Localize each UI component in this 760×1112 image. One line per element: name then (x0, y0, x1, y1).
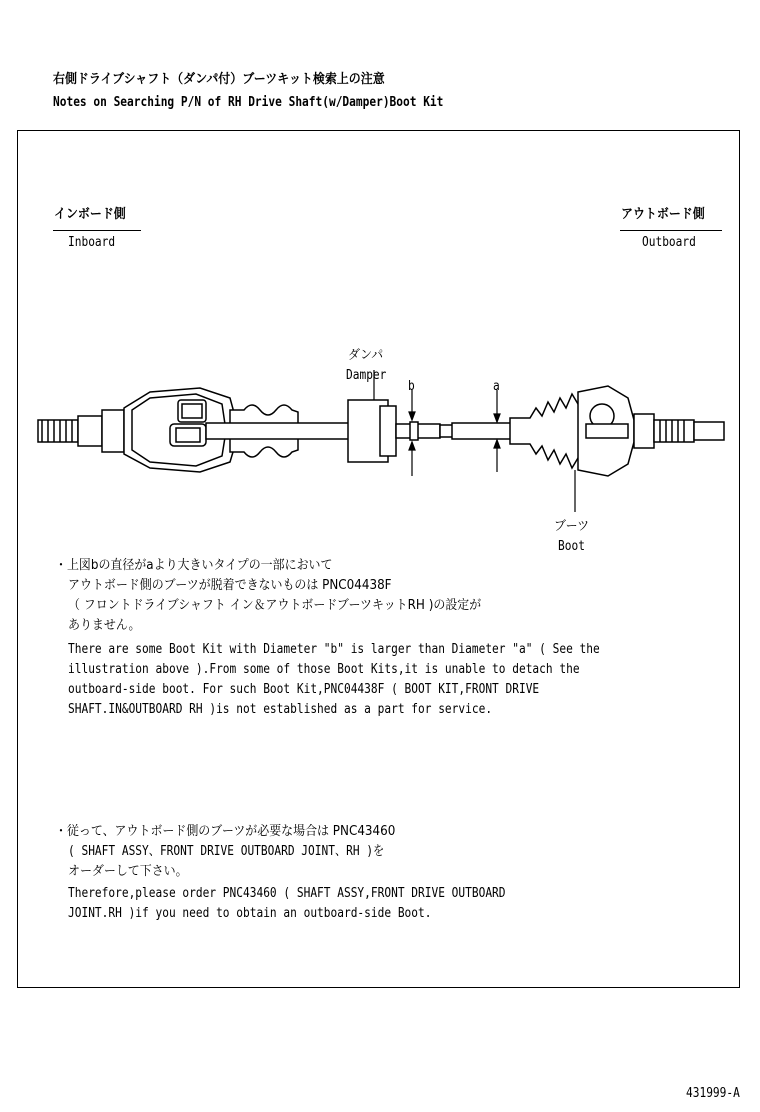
outboard-label-english: Outboard (642, 235, 696, 250)
note1-jp-line4: ありません。 (68, 618, 141, 633)
note2-jp-line2: ( SHAFT ASSY、FRONT DRIVE OUTBOARD JOINT、RH )を (68, 844, 385, 859)
note2-en-line1: Therefore,please order PNC43460 ( SHAFT ASSY,FRONT DRIVE OUTBOARD (68, 886, 506, 901)
damper-label-japanese: ダンパ (348, 348, 384, 363)
note1-jp-line3: （ フロントドライブシャフト イン＆アウトボードブーツキットRH )の設定が (68, 598, 482, 613)
diameter-b-label: b (408, 379, 415, 394)
title-english: Notes on Searching P/N of RH Drive Shaft(w/Damper)Boot Kit (53, 95, 444, 110)
note1-en-line1: There are some Boot Kit with Diameter "b" is larger than Diameter "a" ( See the (68, 642, 600, 657)
title-japanese: 右側ドライブシャフト（ダンパ付）ブーツキット検索上の注意 (53, 72, 385, 87)
inboard-label-japanese: インボード側 (54, 207, 126, 222)
note2-en-line2: JOINT.RH )if you need to obtain an outboard-side Boot. (68, 906, 432, 921)
boot-label-english: Boot (558, 539, 585, 554)
drive-shaft-illustration (30, 340, 740, 520)
note1-jp-line1: ・上図bの直径がaより大きいタイプの一部において (55, 558, 333, 573)
main-shaft-left (206, 423, 354, 439)
note2-jp-line3: オーダーして下さい。 (68, 864, 188, 879)
note1-en-line4: SHAFT.IN&OUTBOARD RH )is not established as a part for service. (68, 702, 493, 717)
inboard-label-english: Inboard (68, 235, 116, 250)
diameter-a-label: a (493, 379, 500, 394)
outboard-boot (510, 394, 586, 468)
inboard-underline (53, 230, 141, 231)
damper-label-english: Damper (346, 368, 387, 383)
figure-id: 431999-A (686, 1086, 740, 1101)
outboard-underline (620, 230, 722, 231)
note1-en-line2: illustration above ).From some of those Boot Kits,it is unable to detach the (68, 662, 580, 677)
boot-label-japanese: ブーツ (554, 519, 590, 534)
outboard-label-japanese: アウトボード側 (621, 207, 705, 222)
note1-en-line3: outboard-side boot. For such Boot Kit,PNC04438F ( BOOT KIT,FRONT DRIVE (68, 682, 540, 697)
note1-jp-line2: アウトボード側のブーツが脱着できないものは PNC04438F (68, 578, 392, 593)
note2-jp-line1: ・従って、アウトボード側のブーツが必要な場合は PNC43460 (55, 824, 396, 839)
